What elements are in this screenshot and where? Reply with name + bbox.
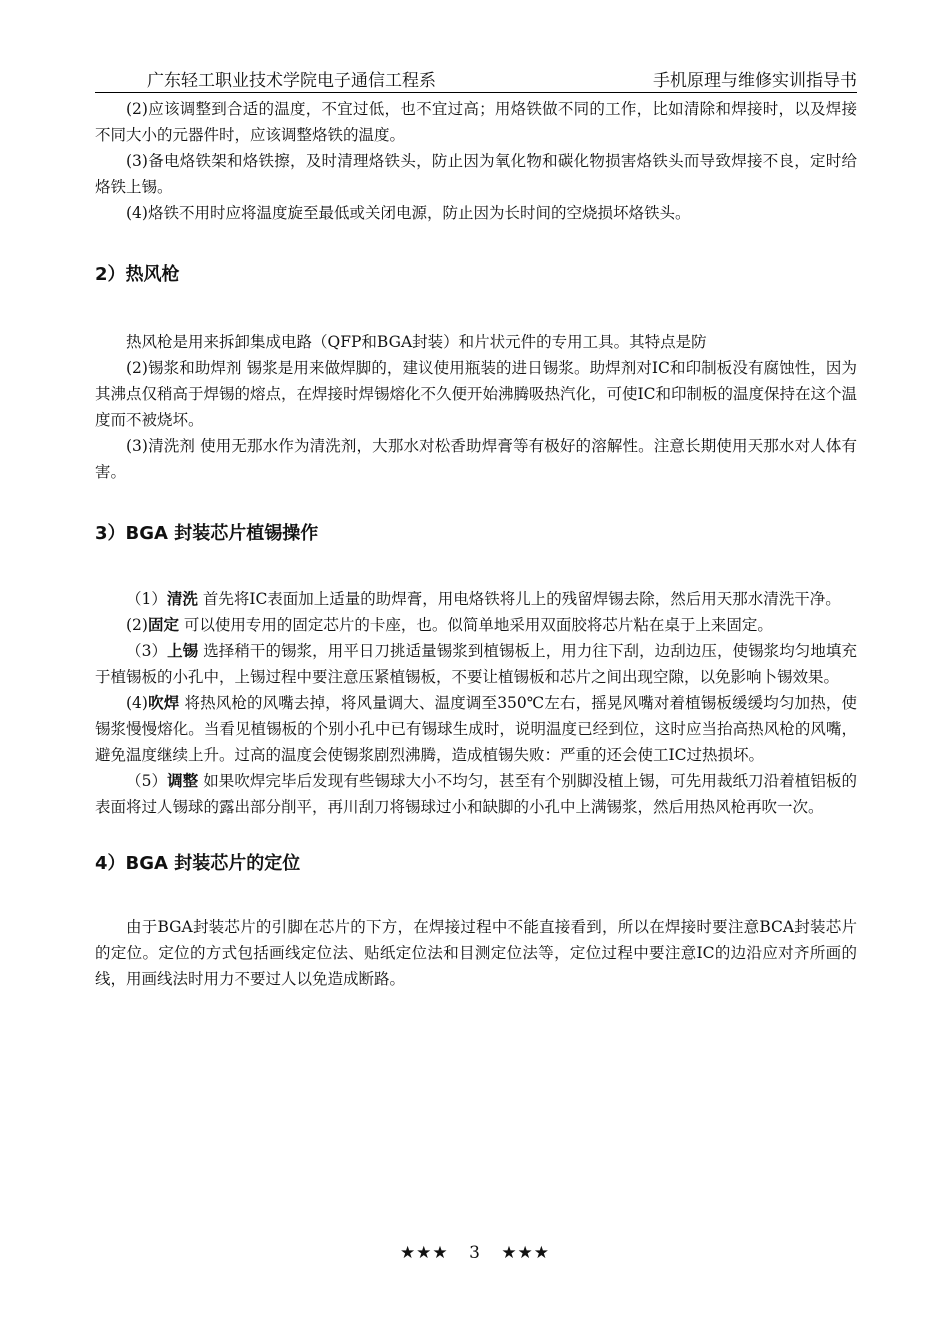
page-number: 3: [469, 1243, 481, 1263]
step-label: 吹焊: [147, 694, 180, 712]
step-text: 将热风枪的风嘴去掉，将风量调大、温度调至350℃左右，摇晃风嘴对着植锡板缓缓均匀加热，使锡浆慢慢熔化。当看见植锡板的个别小孔中已有锡球生成时，说明温度已经到位，这时应当抬高热风枪的风嘴，避免温度继续上升。过高的温度会使锡浆剧烈沸腾，造成植锡失败：严重的还会使工IC过热损坏。: [95, 694, 857, 764]
step-label: 清洗: [166, 590, 198, 608]
step-text: 首先将IC表面加上适量的助焊膏，用电烙铁将儿上的残留焊锡去除，然后用天那水清洗干净。: [197, 590, 841, 608]
section4-paragraph: 由于BGA封装芯片的引脚在芯片的下方，在焊接过程中不能直接看到，所以在焊接时要注意BCA封装芯片的定位。定位的方式包括画线定位法、贴纸定位法和目测定位法等，定位过程中要注意IC的边沿应对齐所画的线，用画线法时用力不要过人以免造成断路。: [95, 918, 857, 988]
step-paragraph: [95, 768, 857, 820]
step-number: （1）: [126, 590, 167, 608]
star-rating-icon: ★★★: [399, 1243, 449, 1263]
step-text: 可以使用专用的固定芯片的卡座，也。似简单地采用双面胶将芯片粘在桌于上来固定。: [178, 616, 773, 634]
step-paragraph: [95, 638, 857, 690]
step-number: (4): [126, 694, 148, 712]
step-label: 调整: [167, 772, 199, 790]
step-label: 固定: [147, 616, 179, 634]
step-number: （3）: [126, 642, 168, 660]
section2-paragraph: 热风枪是用来拆卸集成电路（QFP和BGA封装）和片状元件的专用工具。其特点是防: [126, 333, 707, 351]
header-department: 广东轻工职业技术学院电子通信工程系: [147, 71, 436, 91]
section-heading-hot-air-gun: 2）热风枪: [95, 264, 180, 285]
step-label: 上锡: [167, 642, 199, 660]
step-paragraph: [95, 612, 857, 638]
section-heading-bga-positioning: 4）BGA 封装芯片的定位: [95, 853, 301, 874]
page-header: [95, 62, 857, 93]
step-paragraph: [95, 690, 857, 768]
star-rating-icon: ★★★: [501, 1243, 551, 1263]
intro-paragraph: (3)备电烙铁架和烙铁擦，及时清理烙铁头，防止因为氧化物和碳化物损害烙铁头而导致焊接不良，定时给烙铁上锡。: [95, 152, 857, 196]
page-footer: [0, 1243, 950, 1263]
step-text: 选择稍干的锡浆，用平日刀挑适量锡浆到植锡板上，用力往下刮，边刮边压，使锡浆均匀地填充于植锡板的小孔中，上锡过程中要注意压紧植锡板，不要让植锡板和芯片之间出现空隙，以免影响卜锡效果。: [95, 642, 857, 686]
section2-paragraph: (2)锡浆和助焊剂 锡浆是用来做焊脚的，建议使用瓶装的进日锡浆。助焊剂对IC和印制板没有腐蚀性，因为其沸点仅稍高于焊锡的熔点，在焊接时焊锡熔化不久便开始沸腾吸热汽化，可使IC和印制板的温度保持在这个温度而不被烧坏。: [95, 359, 857, 429]
step-number: (2): [126, 616, 148, 634]
section-heading-bga-reballing: 3）BGA 封装芯片植锡操作: [95, 523, 319, 544]
step-text: 如果吹焊完毕后发现有些锡球大小不均匀，甚至有个别脚没植上锡，可先用裁纸刀沿着植铝板的表面将过人锡球的露出部分削平，再川刮刀将锡球过小和缺脚的小孔中上满锡浆，然后用热风枪再吹一次。: [95, 772, 857, 816]
step-number: （5）: [126, 772, 168, 790]
intro-paragraph: (4)烙铁不用时应将温度旋至最低或关闭电源，防止因为长时间的空烧损坏烙铁头。: [126, 204, 691, 222]
step-paragraph: [95, 586, 857, 612]
section2-paragraph: (3)清洗剂 使用无那水作为清洗剂，大那水对松香助焊膏等有极好的溶解性。注意长期使用天那水对人体有害。: [95, 437, 857, 481]
header-book-title: 手机原理与维修实训指导书: [653, 71, 857, 91]
page-content: [95, 96, 857, 992]
intro-paragraph: (2)应该调整到合适的温度，不宜过低，也不宜过高；用烙铁做不同的工作，比如清除和焊接时，以及焊接不同大小的元器件时，应该调整烙铁的温度。: [95, 100, 857, 144]
